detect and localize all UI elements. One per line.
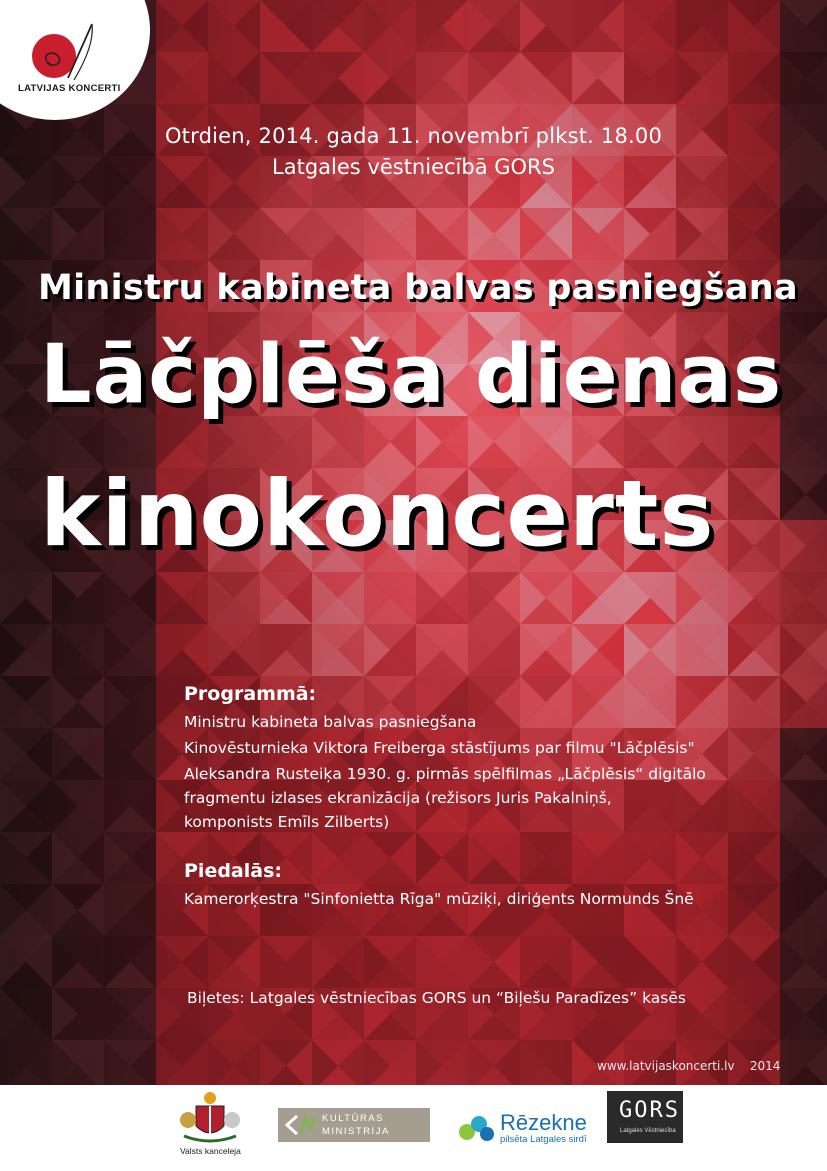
title-line-2: kinokoncerts xyxy=(40,462,715,567)
website-link[interactable]: www.latvijaskoncerti.lv 2014 xyxy=(597,1059,781,1073)
program-line: Kinovēsturnieka Viktora Freiberga stāstījums par filmu "Lāčplēsis" xyxy=(184,739,695,757)
participants-heading: Piedalās: xyxy=(184,860,282,882)
rezekne-name: Rēzekne xyxy=(500,1110,587,1135)
event-datetime: Otrdien, 2014. gada 11. novembrī plkst. 18.00 xyxy=(164,124,663,148)
kulturas-ministrija-mark-icon xyxy=(285,1112,319,1138)
title-line-1: Lāčplēša dienas xyxy=(40,328,783,422)
event-venue: Latgales vēstniecībā GORS xyxy=(272,155,555,179)
program-line: fragmentu izlases ekranizācija (režisors Juris Pakalniņš, xyxy=(184,789,612,807)
gors-subtitle: Latgales Vēstniecība xyxy=(620,1128,676,1134)
valsts-kanceleja-caption: Valsts kanceleja xyxy=(180,1146,241,1156)
tickets-info: Biļetes: Latgales vēstniecības GORS un “Biļešu Paradīzes” kasēs xyxy=(187,989,686,1007)
logo-swirl-icon xyxy=(30,20,100,90)
program-line: komponists Emīls Zilberts) xyxy=(184,813,390,831)
rezekne-tagline: pilsēta Latgales sirdī xyxy=(500,1134,587,1145)
program-heading: Programmā: xyxy=(184,683,317,705)
participants-text: Kamerorķestra "Sinfonietta Rīga" mūziķi, diriģents Normunds Šnē xyxy=(184,890,694,908)
logo-wordmark: LATVIJAS KONCERTI xyxy=(18,83,121,94)
rezekne-leaf-icon xyxy=(457,1112,497,1144)
gors-name: GORS xyxy=(619,1098,680,1123)
coat-of-arms-icon xyxy=(178,1090,242,1146)
program-line: Aleksandra Rusteiķa 1930. g. pirmās spēlfilmas „Lāčplēsis“ digitālo xyxy=(184,765,706,783)
program-line: Ministru kabineta balvas pasniegšana xyxy=(184,713,477,731)
award-heading: Ministru kabineta balvas pasniegšana xyxy=(38,268,798,308)
kulturas-ministrija-text: KULTŪRAS MINISTRIJA xyxy=(322,1113,390,1137)
